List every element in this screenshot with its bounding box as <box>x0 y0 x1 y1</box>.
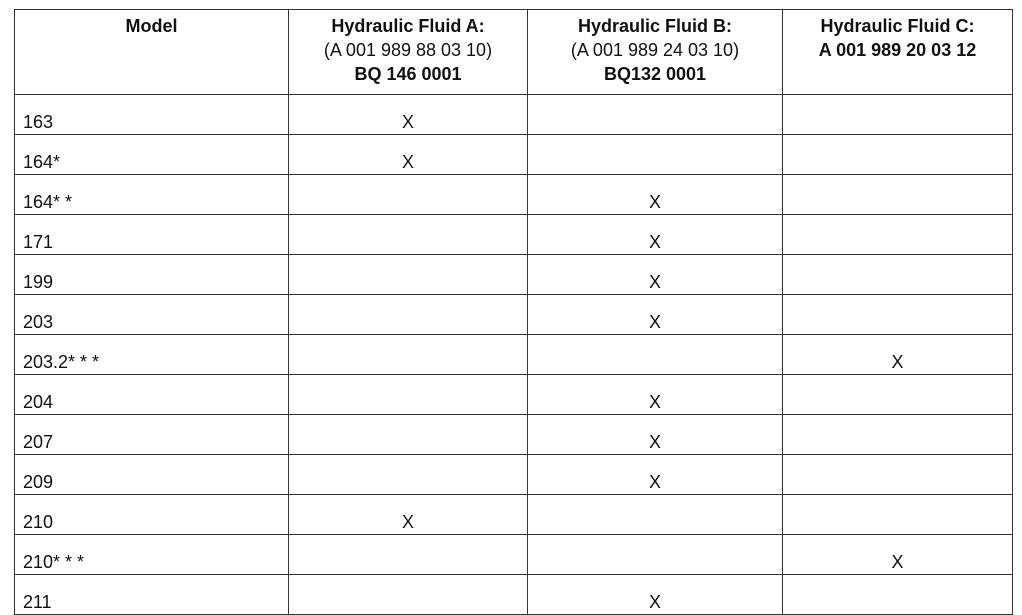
fluid-b-cell: X <box>528 455 783 495</box>
table-row <box>15 175 1013 215</box>
model-cell: 207 <box>15 415 289 455</box>
fluid-c-cell <box>783 415 1013 455</box>
fluid-c-cell <box>783 495 1013 535</box>
fluid-a-cell <box>289 295 528 335</box>
table-row <box>15 335 1013 375</box>
table-row <box>15 495 1013 535</box>
model-cell: 210 <box>15 495 289 535</box>
fluid-a-cell <box>289 255 528 295</box>
fluid-c-cell: X <box>783 335 1013 375</box>
fluid-b-cell <box>528 135 783 175</box>
fluid-a-cell <box>289 375 528 415</box>
fluid-c-cell <box>783 175 1013 215</box>
fluid-a-cell <box>289 175 528 215</box>
fluid-a-cell: X <box>289 495 528 535</box>
fluid-b-cell: X <box>528 255 783 295</box>
model-cell: 171 <box>15 215 289 255</box>
header-fluid-a <box>289 10 528 95</box>
fluid-a-cell <box>289 415 528 455</box>
fluid-b-cell <box>528 495 783 535</box>
fluid-c-cell <box>783 255 1013 295</box>
table-row <box>15 295 1013 335</box>
model-cell: 203 <box>15 295 289 335</box>
model-cell: 211 <box>15 575 289 615</box>
fluid-a-cell <box>289 455 528 495</box>
fluid-c-cell <box>783 135 1013 175</box>
fluid-b-cell: X <box>528 215 783 255</box>
table-row <box>15 415 1013 455</box>
table-row <box>15 215 1013 255</box>
fluid-c-part: A 001 989 20 03 12 <box>818 40 977 60</box>
fluid-c-cell: X <box>783 535 1013 575</box>
header-fluid-b <box>528 10 783 95</box>
fluid-c-title: Hydraulic Fluid C: <box>820 16 975 36</box>
fluid-b-title: Hydraulic Fluid B: <box>577 16 732 36</box>
model-cell: 164* <box>15 135 289 175</box>
header-row <box>15 10 1013 95</box>
fluid-a-cell <box>289 535 528 575</box>
model-cell: 163 <box>15 95 289 135</box>
fluid-b-cell: X <box>528 295 783 335</box>
fluid-b-cell: X <box>528 375 783 415</box>
model-cell: 164* * <box>15 175 289 215</box>
header-fluid-c <box>783 10 1013 95</box>
fluid-c-cell <box>783 455 1013 495</box>
table-row <box>15 255 1013 295</box>
fluid-b-cell: X <box>528 175 783 215</box>
model-cell: 210* * * <box>15 535 289 575</box>
fluid-c-cell <box>783 375 1013 415</box>
fluid-b-code: BQ132 0001 <box>603 64 707 84</box>
model-cell: 203.2* * * <box>15 335 289 375</box>
fluid-a-cell <box>289 215 528 255</box>
table-row <box>15 535 1013 575</box>
table-row <box>15 455 1013 495</box>
fluid-b-cell <box>528 535 783 575</box>
model-cell: 209 <box>15 455 289 495</box>
table-row <box>15 375 1013 415</box>
fluid-b-cell <box>528 335 783 375</box>
fluid-a-cell <box>289 335 528 375</box>
fluid-c-cell <box>783 95 1013 135</box>
fluid-a-cell: X <box>289 95 528 135</box>
model-cell: 199 <box>15 255 289 295</box>
fluid-a-part: (A 001 989 88 03 10) <box>323 40 493 60</box>
table-row <box>15 135 1013 175</box>
fluid-b-cell: X <box>528 415 783 455</box>
table-row <box>15 95 1013 135</box>
header-model-label: Model <box>125 16 178 36</box>
fluid-b-cell: X <box>528 575 783 615</box>
fluid-a-title: Hydraulic Fluid A: <box>331 16 485 36</box>
fluid-b-cell <box>528 95 783 135</box>
fluid-c-cell <box>783 215 1013 255</box>
fluid-a-code: BQ 146 0001 <box>354 64 462 84</box>
hydraulic-fluid-table <box>14 9 1013 615</box>
fluid-c-cell <box>783 295 1013 335</box>
header-model <box>15 10 289 95</box>
fluid-a-cell: X <box>289 135 528 175</box>
fluid-b-part: (A 001 989 24 03 10) <box>570 40 740 60</box>
model-cell: 204 <box>15 375 289 415</box>
